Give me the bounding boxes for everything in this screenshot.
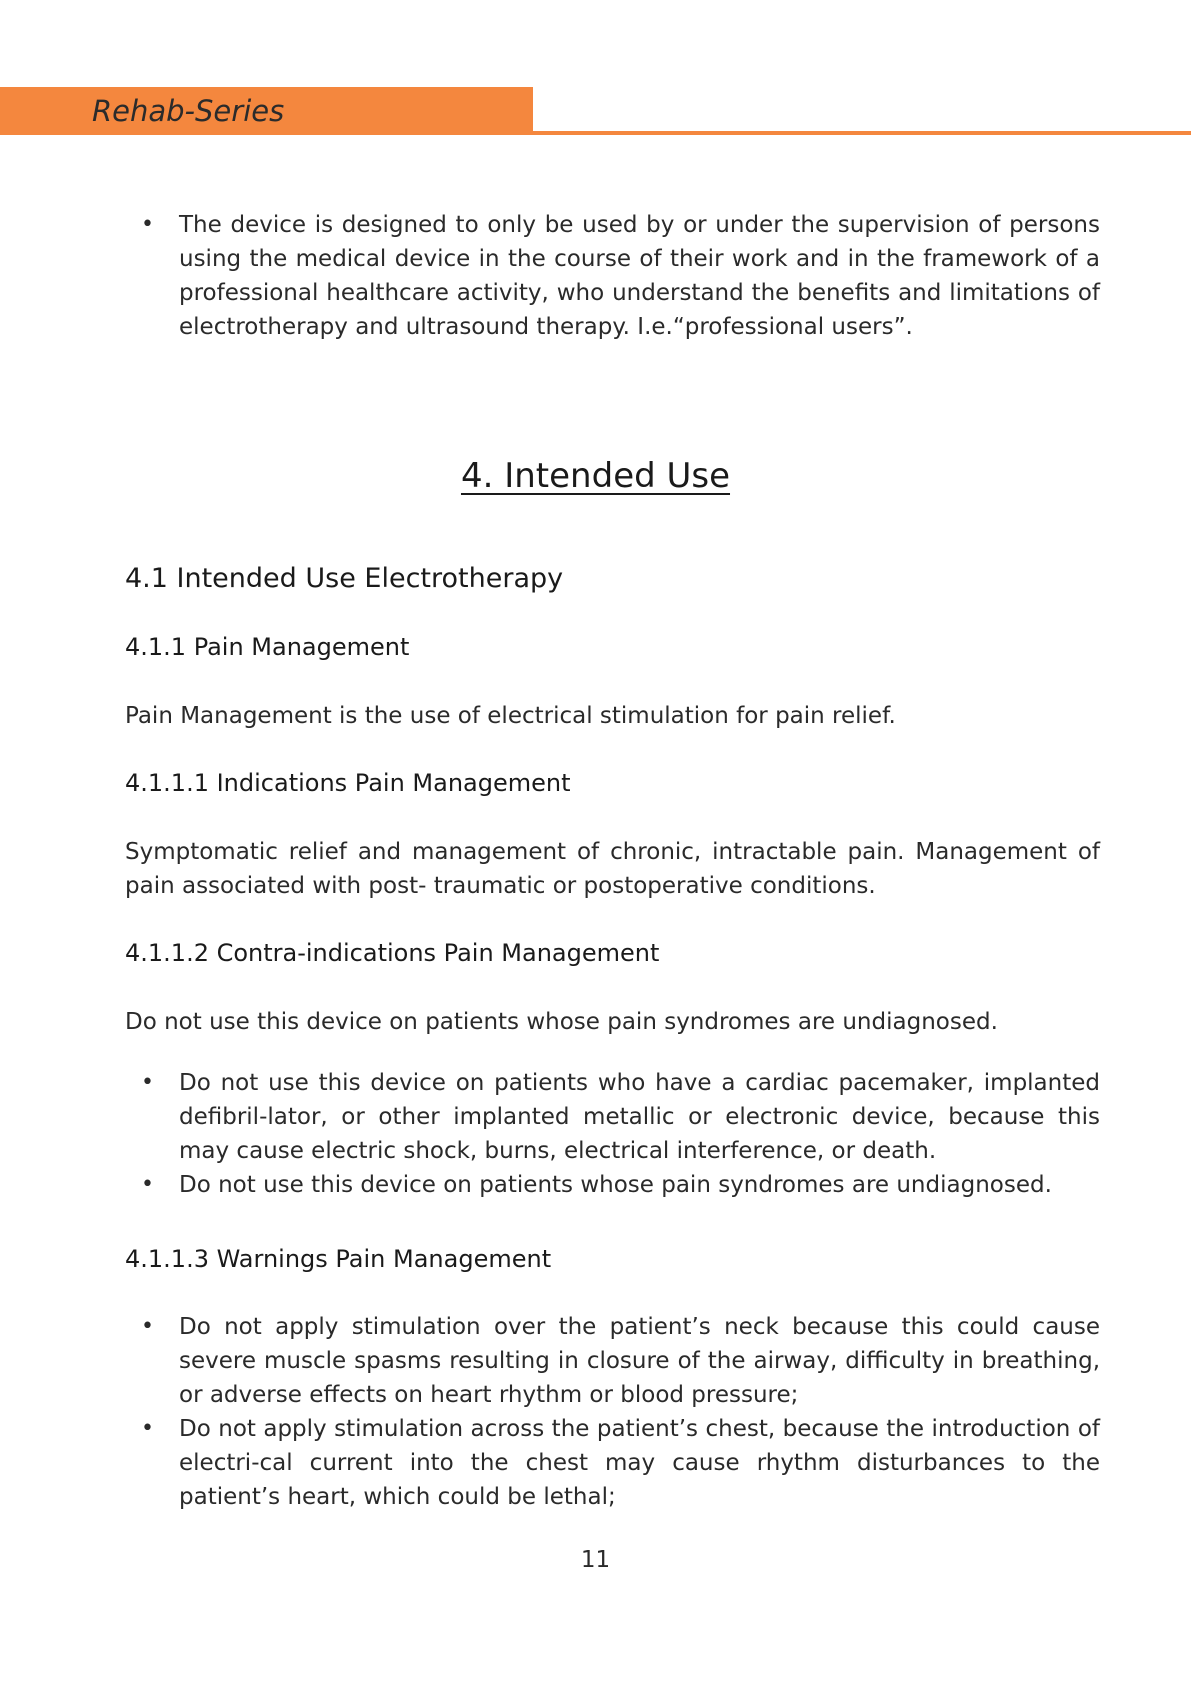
bullet-icon: •: [141, 1172, 154, 1197]
list-item-text: The device is designed to only be used by or under the supervision of persons using the medical device in the course of their work and in the framework of a professional healthcare activity, who understand the benefits and limitations of electrotherapy and ultrasound therapy. I.e.“professional users”.: [179, 212, 1100, 340]
list-item: [125, 1412, 1100, 1514]
intro-bullet-list: [125, 208, 1100, 344]
bullet-icon: •: [141, 1314, 154, 1339]
bullet-icon: •: [141, 1416, 154, 1441]
list-item-text: Do not use this device on patients whose pain syndromes are undiagnosed.: [179, 1172, 1052, 1198]
section-title-text: 4. Intended Use: [460, 456, 731, 496]
list-item: [125, 1066, 1100, 1168]
list-item-text: Do not apply stimulation across the patient’s chest, because the introduction of electri-cal current into the chest may cause rhythm disturbances to the patient’s heart, which could be lethal;: [179, 1416, 1100, 1510]
header-title: Rehab-Series: [92, 94, 285, 128]
contra-indications-heading: 4.1.1.2 Contra-indications Pain Management: [125, 939, 660, 967]
pain-management-heading: 4.1.1 Pain Management: [125, 633, 410, 661]
indications-heading: 4.1.1.1 Indications Pain Management: [125, 769, 571, 797]
page-number: 11: [580, 1547, 611, 1573]
indications-text: Symptomatic relief and management of chronic, intractable pain. Management of pain associated with post- traumatic or postoperative conditions.: [125, 839, 1100, 899]
header-rule: [533, 131, 1191, 135]
list-item-text: Do not apply stimulation over the patient’s neck because this could cause severe muscle spasms resulting in closure of the airway, difficulty in breathing, or adverse effects on heart rhythm or blood pressure;: [179, 1314, 1100, 1408]
list-item: [125, 208, 1100, 344]
section-title: [0, 454, 1191, 498]
bullet-icon: •: [141, 1070, 154, 1095]
warnings-list: [125, 1310, 1100, 1514]
list-item: [125, 1310, 1100, 1412]
list-item-text: Do not use this device on patients who have a cardiac pacemaker, implanted defibril-lator, or other implanted metallic or electronic device, because this may cause electric shock, burns, electrical interference, or death.: [179, 1070, 1100, 1164]
subsection-heading: 4.1 Intended Use Electrotherapy: [125, 563, 564, 594]
contra-indications-list: [125, 1066, 1100, 1202]
list-item: [125, 1168, 1100, 1202]
pain-management-description: Pain Management is the use of electrical stimulation for pain relief.: [125, 703, 896, 729]
contra-indications-text: Do not use this device on patients whose pain syndromes are undiagnosed.: [125, 1009, 998, 1035]
warnings-heading: 4.1.1.3 Warnings Pain Management: [125, 1245, 552, 1273]
bullet-icon: •: [141, 212, 154, 237]
